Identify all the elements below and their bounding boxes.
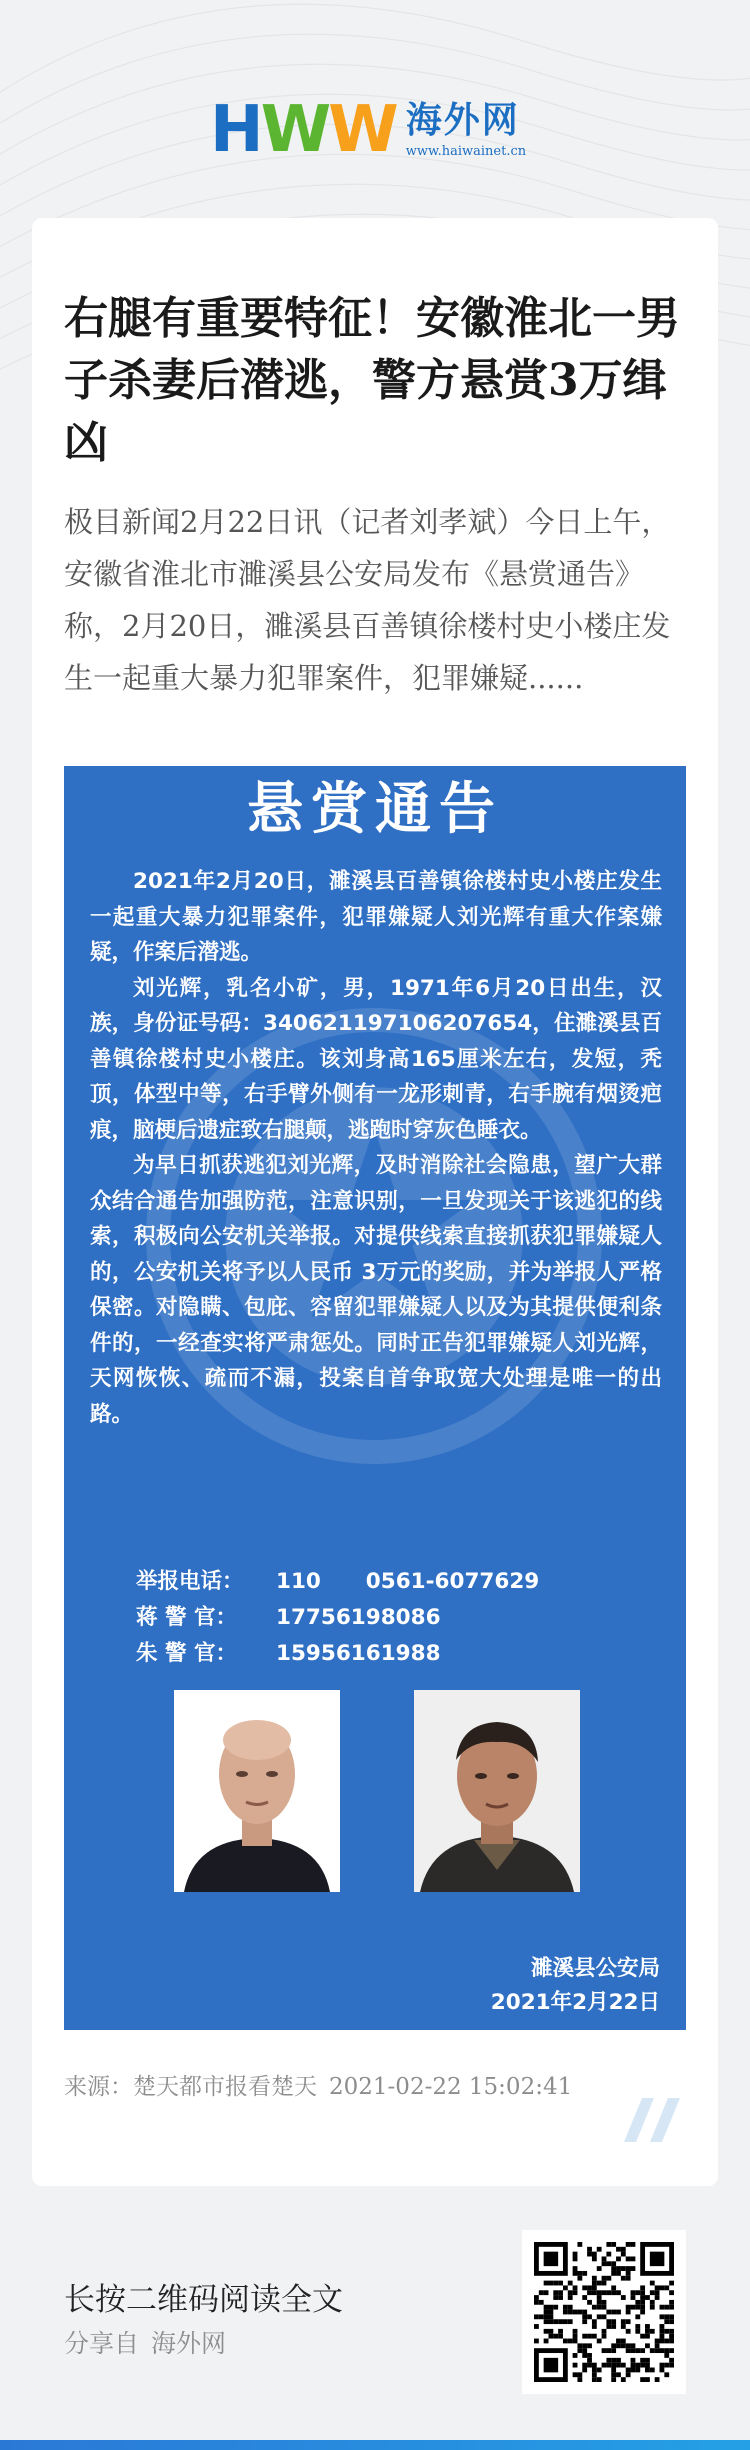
contact-label: 举报电话： — [136, 1569, 244, 1594]
logo-mark: HWW — [210, 93, 396, 167]
shared-from — [64, 2324, 226, 2360]
contact-value: 17756198086 — [276, 1605, 441, 1630]
qr-code[interactable] — [522, 2230, 686, 2394]
notice-paragraph: 为早日抓获逃犯刘光辉，及时消除社会隐患，望广大群众结合通告加强防范，注意识别，一旦发现关于该逃犯的线索，积极向公安机关举报。对提供线索直接抓获犯罪嫌疑人的，公安机关将予以人民币 3万元的奖励，并为举报人严格保密。对隐瞒、包庇、容留犯罪嫌疑人以及为其提供便利条件的，一经查实将严肃惩处。同时正告犯罪嫌疑人刘光辉，天网恢恢、疏而不漏，投案自首争取宽大处理是唯一的出路。 — [90, 1153, 662, 1427]
contact-label: 朱 警 官： — [136, 1641, 237, 1666]
contact-value: 15956161988 — [276, 1641, 441, 1666]
suspect-photo-1 — [174, 1690, 340, 1892]
notice-body — [90, 864, 662, 1432]
logo-url: www.haiwainet.cn — [405, 143, 527, 159]
bottom-accent-bar — [0, 2440, 750, 2450]
contact-row — [136, 1564, 539, 1600]
source-name: 来源：楚天都市报看楚天 — [64, 2074, 317, 2100]
notice-paragraph: 刘光辉，乳名小矿，男，1971年6月20日出生，汉族，身份证号码：340621197106207654，住濉溪县百善镇徐楼村史小楼庄。该刘身高165厘米左右，发短，秃顶，体型中等，右手臂外侧有一龙形刺青，右手腕有烟烫疤痕，脑梗后遗症致右腿颠，逃跑时穿灰色睡衣。 — [90, 975, 662, 1143]
haiwainet-logo[interactable] — [210, 93, 527, 167]
notice-paragraph: 2021年2月20日，濉溪县百善镇徐楼村史小楼庄发生一起重大暴力犯罪案件，犯罪嫌疑人刘光辉有重大作案嫌疑，作案后潜逃。 — [90, 869, 662, 965]
contact-row — [136, 1636, 539, 1672]
site-header — [0, 0, 750, 215]
issuer-name: 濉溪县公安局 — [530, 1956, 660, 1981]
notice-title: 悬赏通告 — [247, 777, 503, 842]
contact-row — [136, 1600, 539, 1636]
article-title: 右腿有重要特征！安徽淮北一男子杀妻后潜逃，警方悬赏3万缉凶 — [64, 293, 680, 468]
qr-instruction: 长按二维码阅读全文 — [64, 2282, 343, 2318]
notice-issuer — [491, 1952, 660, 2020]
contact-value: 110 0561-6077629 — [276, 1569, 540, 1594]
share-prefix: 分享自 — [64, 2329, 140, 2358]
suspect-photo-2 — [414, 1690, 580, 1892]
contact-label: 蒋 警 官： — [136, 1605, 237, 1630]
qr-code-icon — [534, 2242, 674, 2382]
contact-list — [136, 1564, 539, 1672]
publish-time: 2021-02-22 15:02:41 — [329, 2074, 573, 2100]
reward-notice-image — [64, 766, 686, 2030]
article-source — [64, 2068, 584, 2101]
issue-date: 2021年2月22日 — [490, 1990, 660, 2015]
logo-name: 海外网 — [405, 98, 520, 141]
article-summary: 极目新闻2月22日讯（记者刘孝斌）今日上午，安徽省淮北市濉溪县公安局发布《悬赏通告》称，2月20日，濉溪县百善镇徐楼村史小楼庄发生一起重大暴力犯罪案件，犯罪嫌疑...... — [64, 505, 671, 695]
share-footer — [0, 2186, 750, 2450]
share-site: 海外网 — [151, 2329, 227, 2358]
article-card — [32, 218, 718, 2186]
decorative-slashes-icon — [624, 2098, 686, 2142]
